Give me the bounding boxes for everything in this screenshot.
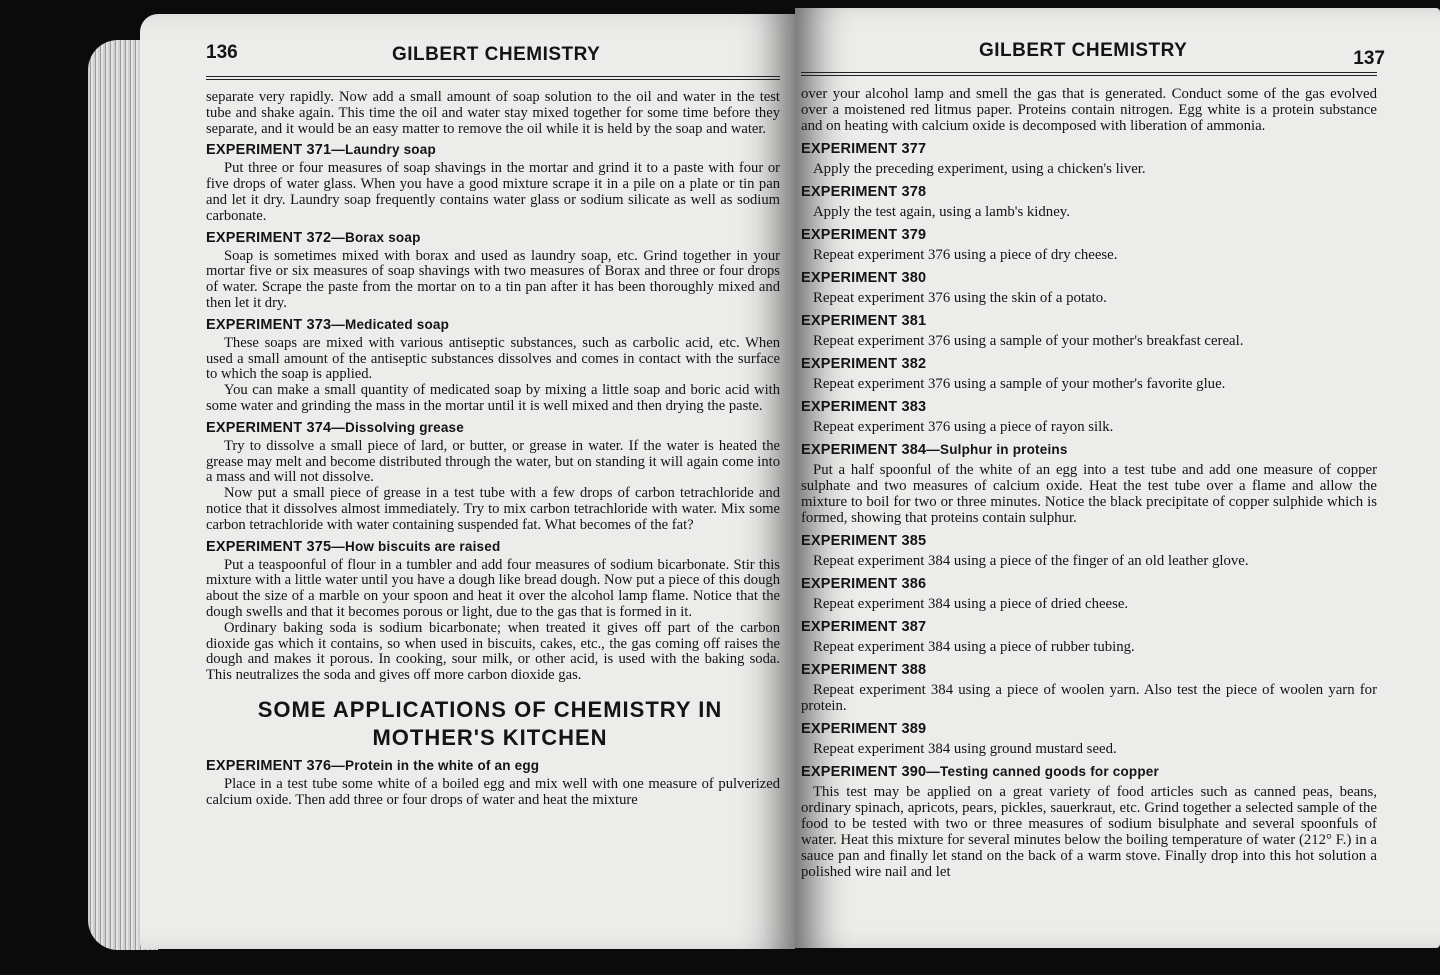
experiment-heading: [801, 356, 1377, 372]
experiment-heading: [206, 420, 780, 436]
page-number: 136: [206, 42, 238, 63]
experiment-paragraph: These soaps are mixed with various antiseptic substances, such as carbolic acid, etc. When used a small amount of the antiseptic substances dissolves and comes in contact with the surface to which the soap is applied.: [206, 334, 780, 383]
header-rule: [801, 72, 1377, 76]
experiment-paragraph: Repeat experiment 376 using a sample of your mother's favorite glue.: [813, 376, 1226, 392]
page-number: 137: [1353, 48, 1385, 69]
experiment-number: EXPERIMENT 383: [801, 399, 927, 415]
experiment-number: EXPERIMENT 374: [206, 419, 332, 436]
running-title: GILBERT CHEMISTRY: [392, 44, 601, 65]
experiment-paragraph: You can make a small quantity of medicated soap by mixing a little soap and boric acid with some water and grinding the mass in the mortar until it is well mixed and then drying the paste.: [206, 382, 780, 414]
experiment-paragraph: Repeat experiment 384 using a piece of rubber tubing.: [813, 639, 1135, 655]
experiment-heading: [801, 399, 1377, 415]
experiment-number: EXPERIMENT 390: [801, 764, 927, 780]
experiment-paragraph: Repeat experiment 376 using a piece of dry cheese.: [813, 247, 1118, 263]
experiment-heading: [801, 662, 1377, 678]
experiment-heading: [801, 764, 1377, 780]
experiment-heading: [801, 141, 1377, 157]
experiment-number: EXPERIMENT 382: [801, 356, 927, 372]
experiment-heading: [206, 230, 780, 246]
experiment-number: EXPERIMENT 389: [801, 721, 927, 737]
right-page: [795, 8, 1440, 948]
experiment-heading: [206, 317, 780, 333]
experiment-number: EXPERIMENT 377: [801, 141, 927, 157]
experiment-number: EXPERIMENT 386: [801, 576, 927, 592]
experiment-title: —How biscuits are raised: [331, 538, 501, 554]
experiment-heading: [206, 758, 780, 774]
experiment-number: EXPERIMENT 378: [801, 184, 927, 200]
experiment-paragraph: Put a half spoonful of the white of an egg into a test tube and add one measure of copper sulphate and two measures of calcium oxide. Heat the test tube over a flame and allow the mixture to boil for two or three minutes. Notice the black precipitate of copper sulphide which is formed, showing that proteins contain sulphur.: [801, 462, 1377, 526]
experiment-paragraph: Apply the test again, using a lamb's kidney.: [813, 204, 1070, 220]
experiment-paragraph: Repeat experiment 384 using a piece of woolen yarn. Also test the piece of woolen yarn for protein.: [801, 682, 1377, 714]
running-title: GILBERT CHEMISTRY: [979, 40, 1188, 61]
experiment-heading: [801, 576, 1377, 592]
experiment-heading: [801, 533, 1377, 549]
intro-paragraph: separate very rapidly. Now add a small amount of soap solution to the oil and water in the test tube and shake again. This time the oil and water stay mixed together for some time before they separate, and it would be an easy matter to remove the oil while it is held by the soap and water.: [206, 89, 780, 137]
experiment-paragraph: Place in a test tube some white of a boiled egg and mix well with one measure of pulverized calcium oxide. Then add three or four drops of water and heat the mixture: [206, 775, 780, 808]
experiment-title: —Medicated soap: [331, 316, 450, 332]
right-running-head: [801, 38, 1385, 70]
experiment-number: EXPERIMENT 371: [206, 142, 332, 159]
experiment-heading: [801, 313, 1377, 329]
experiment-title: —Protein in the white of an egg: [331, 757, 540, 773]
experiment-heading: [801, 442, 1377, 458]
experiment-heading: [801, 619, 1377, 635]
experiment-paragraph: Put a teaspoonful of flour in a tumbler and add four measures of sodium bicarbonate. Stir this mixture with a little water until you have a dough like bread dough. Now put a piece of this dough about the size of a marble on your spoon and heat it over the alcohol lamp flame. Notice that the dough swells and that it becomes porous or light, due to the gas that is formed in it.: [206, 556, 780, 620]
experiment-number: EXPERIMENT 381: [801, 313, 927, 329]
experiment-title: —Sulphur in proteins: [926, 442, 1068, 457]
experiment-list: [206, 142, 780, 684]
experiment-title: —Laundry soap: [331, 142, 436, 158]
experiment-title: —Borax soap: [331, 229, 421, 245]
experiment-title: —Dissolving grease: [331, 419, 464, 435]
experiment-heading: [801, 270, 1377, 286]
intro-paragraph: over your alcohol lamp and smell the gas that is generated. Conduct some of the gas evolved over a moistened red litmus paper. Proteins contain nitrogen. Egg white is a protein substance and on heating with calcium oxide is decomposed with liberation of ammonia.: [801, 86, 1377, 134]
experiment-paragraph: This test may be applied on a great variety of food articles such as canned peas, beans, ordinary spinach, apricots, pears, pickles, sauerkraut, etc. Grind together a selected sample of the food to be tested with two or three measures of sodium bisulphate and several spoonfuls of water. Heat this mixture for several minutes below the boiling temperature of water (212° F.) in a sauce pan and finally let stand on the back of a warm stove. Finally drop into this hot solution a polished wire nail and let: [801, 784, 1377, 880]
left-page-content: [206, 42, 780, 809]
experiment-paragraph: Repeat experiment 384 using a piece of the finger of an old leather glove.: [813, 553, 1249, 569]
experiment-paragraph: Apply the preceding experiment, using a chicken's liver.: [813, 161, 1146, 177]
experiment-heading: [801, 721, 1377, 737]
header-rule: [206, 76, 780, 80]
section-heading: SOME APPLICATIONS OF CHEMISTRY IN MOTHER'S KITCHEN: [257, 696, 723, 750]
experiment-number: EXPERIMENT 379: [801, 227, 927, 243]
experiment-number: EXPERIMENT 387: [801, 619, 927, 635]
experiment-paragraph: Repeat experiment 384 using ground mustard seed.: [813, 741, 1117, 757]
experiment-list: [206, 758, 780, 809]
experiment-paragraph: Repeat experiment 376 using a sample of your mother's breakfast cereal.: [813, 333, 1244, 349]
experiment-heading: [801, 184, 1377, 200]
experiment-number: EXPERIMENT 376: [206, 757, 332, 774]
right-page-content: [801, 38, 1385, 880]
experiment-paragraph: Repeat experiment 384 using a piece of dried cheese.: [813, 596, 1129, 612]
experiment-number: EXPERIMENT 375: [206, 538, 332, 555]
experiment-number: EXPERIMENT 380: [801, 270, 927, 286]
experiment-number: EXPERIMENT 388: [801, 662, 927, 678]
experiment-paragraph: Try to dissolve a small piece of lard, or butter, or grease in water. If the water is heated the grease may melt and become distributed through the water, but on standing it will again come into a mass and will not dissolve.: [206, 437, 780, 486]
experiment-number: EXPERIMENT 373: [206, 316, 332, 333]
experiment-paragraph: Now put a small piece of grease in a test tube with a few drops of carbon tetrachloride and notice that it dissolves almost immediately. Try to mix carbon tetrachloride with water. Mix some carbon tetrachloride with water containing suspended fat. What becomes of the fat?: [206, 485, 780, 533]
experiment-paragraph: Put three or four measures of soap shavings in the mortar and grind it to a paste with four or five drops of water glass. When you have a good mixture scrape it in a pile on a plate or tin pan and let it dry. Laundry soap frequently contains water glass or sodium silicate as well as sodium carbonate.: [206, 160, 780, 224]
experiment-paragraph: Soap is sometimes mixed with borax and used as laundry soap, etc. Grind together in your mortar five or six measures of soap shavings with two measures of Borax and three or four drops of water. Scrape the paste from the mortar on to a tin pan after it has been thoroughly mixed and then let it dry.: [206, 247, 780, 311]
experiment-heading: [206, 539, 780, 555]
experiment-paragraph: Ordinary baking soda is sodium bicarbonate; when treated it gives off part of the carbon dioxide gas which it contains, so when used in biscuits, cakes, etc., the gas coming off raises the dough and makes it porous. In cooking, sour milk, or other acid, is used with the baking soda. This neutralizes the soda and gives off more carbon dioxide gas.: [206, 619, 780, 684]
left-page: [140, 14, 795, 949]
experiment-heading: [801, 227, 1377, 243]
experiment-number: EXPERIMENT 384: [801, 442, 927, 458]
experiment-number: EXPERIMENT 385: [801, 533, 927, 549]
experiment-heading: [206, 142, 780, 158]
experiment-paragraph: Repeat experiment 376 using a piece of rayon silk.: [813, 419, 1114, 435]
left-running-head: [206, 42, 780, 74]
experiment-paragraph: Repeat experiment 376 using the skin of a potato.: [813, 290, 1107, 306]
experiment-number: EXPERIMENT 372: [206, 229, 332, 246]
experiment-title: —Testing canned goods for copper: [926, 764, 1159, 779]
experiment-list: [801, 141, 1377, 880]
